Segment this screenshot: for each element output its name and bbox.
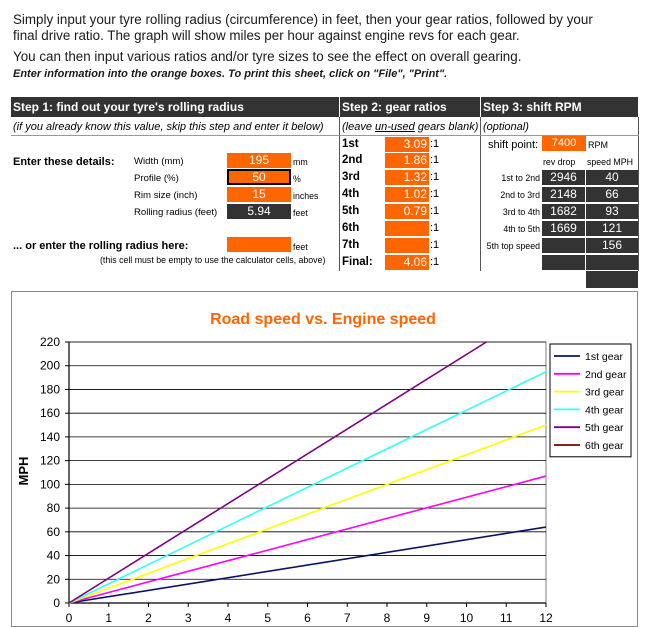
- step3-subtitle: (optional): [483, 121, 529, 133]
- x-tick-label: 11: [500, 611, 513, 625]
- gear-label-3: 3rd: [342, 171, 360, 183]
- shift-point-label: shift point:: [488, 139, 539, 151]
- width-label: Width (mm): [134, 156, 184, 167]
- divider: [638, 117, 639, 271]
- x-tick-label: 0: [65, 611, 73, 625]
- y-tick-label: 200: [39, 358, 60, 373]
- rev-drop-value: 1669: [542, 221, 585, 236]
- y-tick-label: 180: [39, 382, 60, 397]
- y-tick-label: 40: [46, 548, 60, 563]
- intro-line-3: You can then input various ratios and/or tyre sizes to see the effect on overall gearing.: [13, 49, 522, 64]
- shift-row-label: 3rd to 4th: [502, 207, 540, 217]
- speed-mph-value: 40: [586, 170, 638, 185]
- rev-drop-value: [542, 238, 585, 253]
- dark-cell: [586, 255, 638, 270]
- x-tick-label: 9: [423, 611, 431, 625]
- y-tick-label: 120: [39, 453, 60, 468]
- legend-label: 5th gear: [585, 422, 624, 435]
- legend-label: 1st gear: [585, 351, 623, 363]
- x-tick-label: 2: [145, 611, 152, 625]
- y-tick-label: 80: [46, 501, 60, 516]
- rev-drop-value: 1682: [542, 204, 585, 219]
- x-tick-label: 3: [184, 611, 192, 625]
- gear-label-1: 1st: [342, 138, 359, 150]
- y-tick-label: 160: [39, 406, 60, 421]
- rim-input[interactable]: 15: [227, 187, 291, 202]
- ratio-suffix: :1: [430, 239, 440, 251]
- width-input[interactable]: 195: [227, 153, 291, 168]
- gear-ratio-input-4[interactable]: 1.02: [385, 187, 429, 202]
- y-tick-label: 0: [53, 596, 60, 610]
- chart-title: Road speed vs. Engine speed: [210, 311, 436, 328]
- radius-note: (this cell must be empty to use the calculator cells, above): [100, 255, 326, 265]
- legend-label: 3rd gear: [585, 386, 625, 399]
- or-radius-label: ... or enter the rolling radius here:: [13, 240, 189, 252]
- x-tick-label: 1: [105, 611, 113, 625]
- dark-cell: [586, 271, 638, 288]
- intro-line-2: final drive ratio. The graph will show miles per hour against engine revs for each gear.: [13, 28, 520, 43]
- shift-row-label: 2nd to 3rd: [500, 190, 540, 200]
- width-unit: mm: [293, 157, 308, 167]
- ratio-suffix: :1: [430, 154, 440, 166]
- intro-line-4: Enter information into the orange boxes. To print this sheet, click on "File", "Print".: [13, 68, 448, 80]
- speed-mph-header: speed MPH: [587, 157, 633, 167]
- gear-ratio-input-2[interactable]: 1.86: [385, 153, 429, 168]
- gear-label-6: 6th: [342, 222, 360, 234]
- plot-area: [69, 342, 546, 603]
- rev-drop-header: rev drop: [543, 157, 576, 167]
- speed-chart: [11, 291, 638, 627]
- y-tick-label: 140: [39, 429, 60, 444]
- legend-label: 2nd gear: [585, 368, 627, 381]
- y-tick-label: 100: [39, 477, 60, 492]
- ratio-suffix: :1: [430, 205, 440, 217]
- x-tick-label: 6: [304, 611, 311, 625]
- speed-mph-value: 156: [586, 238, 638, 253]
- radius-value: 5.94: [227, 204, 291, 219]
- radius-label: Rolling radius (feet): [134, 207, 218, 218]
- step2-header: Step 2: gear ratios: [340, 97, 480, 117]
- shift-rpm-unit: RPM: [588, 140, 608, 150]
- divider: [339, 117, 340, 271]
- speed-mph-value: 66: [586, 187, 638, 202]
- ratio-suffix: :1: [430, 188, 440, 200]
- gear-label-5: 5th: [342, 205, 360, 217]
- x-tick-label: 8: [383, 611, 391, 625]
- gear-label-2: 2nd: [342, 154, 363, 166]
- gear-ratio-input-1[interactable]: 3.09: [385, 137, 429, 152]
- step3-header: Step 3: shift RPM: [481, 97, 638, 117]
- rev-drop-value: 2148: [542, 187, 585, 202]
- gear-label-8: Final:: [342, 256, 373, 268]
- speed-mph-value: 121: [586, 221, 638, 236]
- step2-subtitle: (leave un-used gears blank): [342, 121, 479, 133]
- gear-label-4: 4th: [342, 188, 360, 200]
- gear-ratio-input-3[interactable]: 1.32: [385, 170, 429, 185]
- dark-cell: [542, 255, 585, 270]
- or-radius-unit: feet: [293, 242, 308, 252]
- rev-drop-value: 2946: [542, 170, 585, 185]
- enter-details-label: Enter these details:: [13, 156, 115, 168]
- gear-label-7: 7th: [342, 239, 360, 251]
- intro-line-1: Simply input your tyre rolling radius (circumference) in feet, then your gear ratios, followed by your: [13, 12, 593, 27]
- x-tick-label: 12: [539, 611, 553, 625]
- divider: [480, 117, 481, 271]
- gear-ratio-input-8[interactable]: 4.06: [385, 255, 429, 270]
- ratio-suffix: :1: [430, 256, 440, 268]
- y-tick-label: 20: [46, 572, 60, 587]
- ratio-suffix: :1: [430, 138, 440, 150]
- step1-header: Step 1: find out your tyre's rolling radius: [11, 97, 339, 117]
- ratio-suffix: :1: [430, 222, 440, 234]
- y-tick-label: 220: [39, 335, 60, 349]
- shift-point-input[interactable]: 7400: [542, 136, 586, 151]
- ratio-suffix: :1: [430, 171, 440, 183]
- step1-subtitle: (if you already know this value, skip this step and enter it below): [13, 121, 324, 133]
- speed-mph-value: 93: [586, 204, 638, 219]
- profile-unit: %: [293, 174, 301, 184]
- legend-label: 6th gear: [585, 440, 624, 452]
- profile-label: Profile (%): [134, 173, 179, 184]
- gear-ratio-input-6[interactable]: [385, 221, 429, 236]
- radius-unit: feet: [293, 208, 308, 218]
- rolling-radius-input[interactable]: [227, 237, 291, 252]
- x-tick-label: 10: [459, 611, 474, 625]
- gear-ratio-input-5[interactable]: 0.79: [385, 204, 429, 219]
- x-tick-label: 4: [224, 611, 232, 625]
- profile-input[interactable]: 50: [227, 169, 291, 185]
- shift-row-label: 4th to 5th: [503, 224, 540, 234]
- rim-unit: inches: [293, 191, 319, 201]
- shift-row-label: 1st to 2nd: [501, 173, 540, 183]
- legend-label: 4th gear: [585, 404, 624, 417]
- shift-row-label: 5th top speed: [486, 241, 540, 251]
- y-axis-label: MPH: [16, 456, 31, 486]
- rim-label: Rim size (inch): [134, 190, 198, 201]
- x-tick-label: 7: [343, 611, 351, 625]
- y-tick-label: 60: [46, 524, 60, 539]
- gear-ratio-input-7[interactable]: [385, 238, 429, 253]
- x-tick-label: 5: [264, 611, 272, 625]
